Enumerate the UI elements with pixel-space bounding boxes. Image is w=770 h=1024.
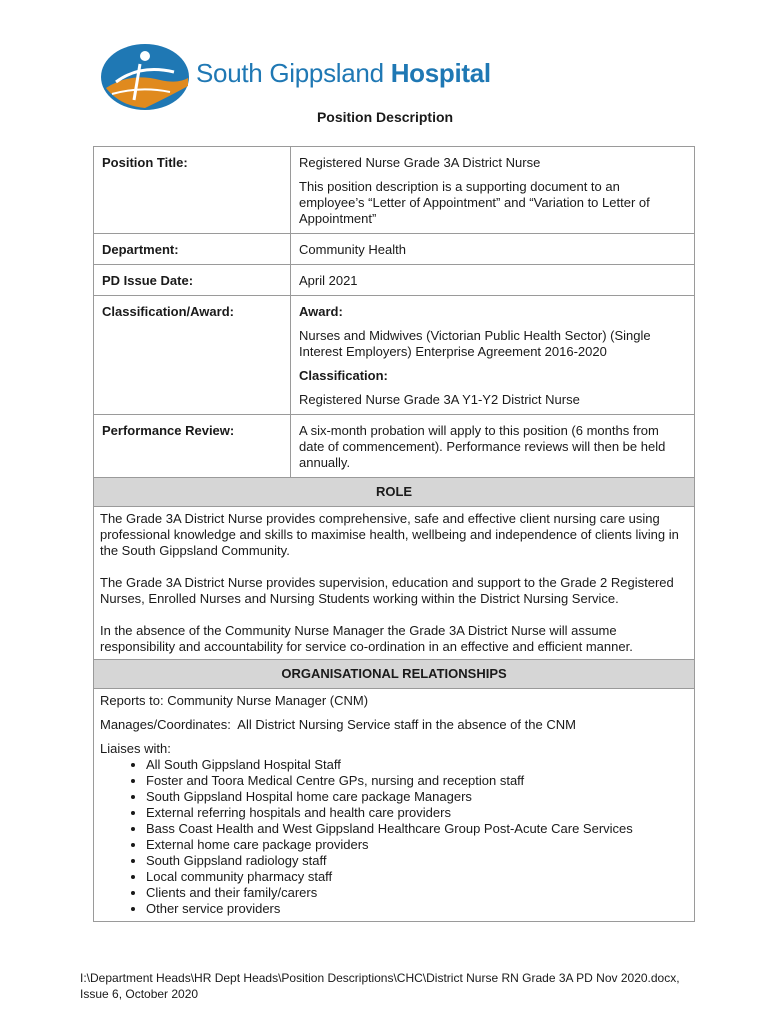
list-item: • South Gippsland radiology staff [146,853,688,869]
position-title-row [94,147,695,234]
role-paragraph: The Grade 3A District Nurse provides supervision, education and support to the Grade 2 Registered Nurses, Enrolled Nurses and Nursing Students working within the District Nursing Service. [100,575,674,606]
reports-to: Reports to: Community Nurse Manager (CNM) [100,693,369,708]
award-text: Nurses and Midwives (Victorian Public Health Sector) (Single Interest Employers) Enterprise Agreement 2016-2020 [299,328,651,359]
position-title-label: Position Title: [94,147,291,234]
issue-date-value: April 2021 [291,265,695,296]
relationships-body [94,689,695,922]
issue-date-row [94,265,695,296]
department-label: Department: [94,234,291,265]
role-paragraph: The Grade 3A District Nurse provides comprehensive, safe and effective client nursing care using professional knowledge and skills to maximise health, wellbeing and independence of clients living in the South Gippsland Community. [100,511,679,558]
performance-review-label: Performance Review: [94,415,291,478]
classification-cell [291,296,695,415]
award-heading: Award: [299,304,343,319]
classification-row [94,296,695,415]
department-row [94,234,695,265]
classification-label: Classification/Award: [94,296,291,415]
hospital-name [196,58,491,89]
department-value: Community Health [291,234,695,265]
role-header-row [94,478,695,507]
relationships-body-row [94,689,695,922]
classification-heading: Classification: [299,368,388,383]
role-body-row [94,507,695,660]
list-item: • All South Gippsland Hospital Staff [146,757,688,773]
document-title: Position Description [316,109,454,125]
list-item: • External referring hospitals and health care providers [146,805,688,821]
list-item: • Clients and their family/carers [146,885,688,901]
position-title-value: Registered Nurse Grade 3A District Nurse [299,155,541,170]
relationships-header-row [94,660,695,689]
performance-review-row [94,415,695,478]
list-item: • Bass Coast Health and West Gippsland Healthcare Group Post-Acute Care Services [146,821,688,837]
role-paragraph: In the absence of the Community Nurse Manager the Grade 3A District Nurse will assume responsibility and accountability for service co-ordination in an effective and efficient manner. [100,623,633,654]
position-title-cell [291,147,695,234]
manages-coordinates: Manages/Coordinates: All District Nursing Service staff in the absence of the CNM [100,717,576,732]
issue-date-label: PD Issue Date: [94,265,291,296]
liaises-list [100,757,688,917]
liaises-label: Liaises with: [100,741,171,756]
list-item: • Foster and Toora Medical Centre GPs, nursing and reception staff [146,773,688,789]
list-item: • External home care package providers [146,837,688,853]
list-item: • Other service providers [146,901,688,917]
list-item: • Local community pharmacy staff [146,869,688,885]
classification-text: Registered Nurse Grade 3A Y1-Y2 District Nurse [299,392,580,407]
list-item: • South Gippsland Hospital home care package Managers [146,789,688,805]
position-title-note: This position description is a supporting document to an employee’s “Letter of Appointment” and “Variation to Letter of Appointment” [299,179,650,226]
position-description-table [93,146,695,922]
hospital-logo-icon [100,42,190,112]
hospital-name-part2: Hospital [390,58,491,88]
relationships-heading: ORGANISATIONAL RELATIONSHIPS [94,660,695,689]
performance-review-value: A six-month probation will apply to this position (6 months from date of commencement). Performance reviews will then be held annually. [291,415,695,478]
hospital-logo [100,42,500,114]
hospital-name-part1: South Gippsland [196,58,384,88]
role-heading: ROLE [94,478,695,507]
document-footer: I:\Department Heads\HR Dept Heads\Position Descriptions\CHC\District Nurse RN Grade 3A PD Nov 2020.docx, Issue 6, October 2020 [80,971,680,1001]
role-body [94,507,695,660]
